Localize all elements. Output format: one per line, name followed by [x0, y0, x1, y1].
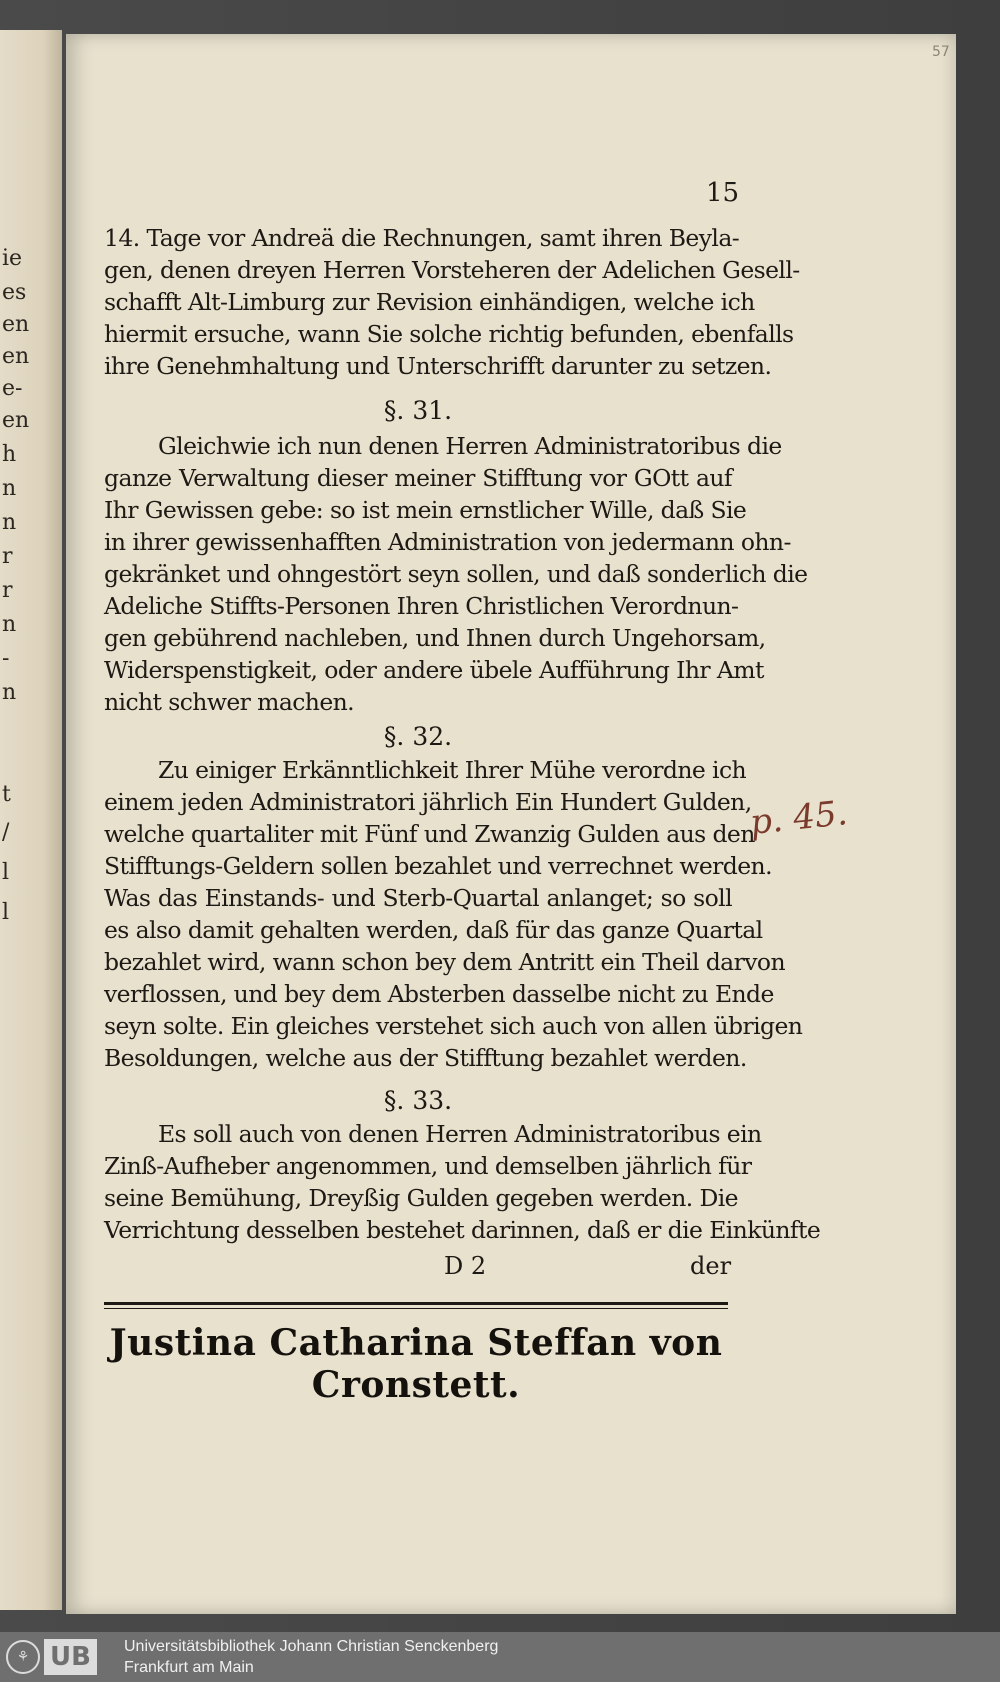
left-page-fragment: e-	[2, 376, 23, 401]
text-line: es also damit gehalten werden, daß für das ganze Quartal	[104, 916, 763, 944]
left-page-fragment: /	[2, 820, 10, 845]
text-line: ihre Genehmhaltung und Unterschrifft darunter zu setzen.	[104, 352, 772, 380]
left-page-edge	[0, 30, 62, 1610]
left-page-fragment: en	[2, 408, 30, 433]
ub-logo-letters: UB	[44, 1639, 97, 1675]
text-line: Es soll auch von denen Herren Administratoribus ein	[158, 1120, 762, 1148]
text-line: Adeliche Stiffts-Personen Ihren Christlichen Verordnun-	[104, 592, 739, 620]
text-line: ganze Verwaltung dieser meiner Stifftung vor GOtt auf	[104, 464, 732, 492]
text-line: Stifftungs-Geldern sollen bezahlet und verrechnet werden.	[104, 852, 772, 880]
double-rule-top	[104, 1302, 728, 1305]
library-name-line-1: Universitätsbibliothek Johann Christian Senckenberg	[124, 1638, 499, 1655]
left-page-fragment: -	[2, 646, 10, 671]
text-line: hiermit ersuche, wann Sie solche richtig befunden, ebenfalls	[104, 320, 794, 348]
text-line: Zinß-Aufheber angenommen, und demselben jährlich für	[104, 1152, 752, 1180]
signature-line: Justina Catharina Steffan von Cronstett.	[109, 1322, 723, 1406]
text-line: Was das Einstands- und Sterb-Quartal anlanget; so soll	[104, 884, 732, 912]
seal-icon: ⚘	[6, 1640, 40, 1674]
section-heading-31: §. 31.	[383, 396, 453, 425]
left-page-fragment: r	[2, 578, 13, 603]
text-line: seine Bemühung, Dreyßig Gulden gegeben werden. Die	[104, 1184, 738, 1212]
left-page-fragment: n	[2, 612, 17, 637]
text-line: Ihr Gewissen gebe: so ist mein ernstlicher Wille, daß Sie	[104, 496, 747, 524]
left-page-fragment: es	[2, 280, 27, 305]
text-line: nicht schwer machen.	[104, 688, 355, 716]
library-logo	[6, 1638, 114, 1676]
left-page-fragment: ie	[2, 246, 23, 271]
left-page-fragment: n	[2, 476, 17, 501]
signature-mark: D 2	[444, 1252, 487, 1280]
text-line: Zu einiger Erkänntlichkeit Ihrer Mühe verordne ich	[158, 756, 747, 784]
left-page-fragment: r	[2, 544, 13, 569]
paragraph-31	[104, 430, 808, 718]
text-line: Gleichwie ich nun denen Herren Administratoribus die	[158, 432, 782, 460]
left-page-fragment: n	[2, 510, 17, 535]
text-line: schafft Alt-Limburg zur Revision einhändigen, welche ich	[104, 288, 755, 316]
text-line: welche quartaliter mit Fünf und Zwanzig Gulden aus den	[104, 820, 755, 848]
text-line: gekränket und ohngestört seyn sollen, und daß sonderlich die	[104, 560, 808, 588]
left-page-fragment: en	[2, 344, 30, 369]
text-line: gen gebührend nachleben, und Ihnen durch Ungehorsam,	[104, 624, 766, 652]
left-page-fragment: n	[2, 680, 17, 705]
library-name	[124, 1636, 498, 1678]
library-name-line-2: Frankfurt am Main	[124, 1659, 254, 1676]
library-footer	[0, 1632, 1000, 1682]
left-page-fragment: l	[2, 900, 10, 925]
catchword: der	[690, 1252, 732, 1280]
left-page-fragment: en	[2, 312, 30, 337]
text-line: seyn solte. Ein gleiches verstehet sich auch von allen übrigen	[104, 1012, 803, 1040]
left-page-fragment: h	[2, 442, 17, 467]
text-line: in ihrer gewissenhafften Administration von jedermann ohn-	[104, 528, 791, 556]
text-line: verflossen, und bey dem Absterben dasselbe nicht zu Ende	[104, 980, 774, 1008]
text-line: Widerspenstigkeit, oder andere übele Aufführung Ihr Amt	[104, 656, 764, 684]
left-page-fragment: l	[2, 860, 10, 885]
text-line: Besoldungen, welche aus der Stifftung bezahlet werden.	[104, 1044, 747, 1072]
page-number: 15	[706, 178, 740, 208]
text-line: 14. Tage vor Andreä die Rechnungen, samt ihren Beyla-	[104, 224, 740, 252]
pencil-folio-number: 57	[932, 44, 950, 60]
text-line: einem jeden Administratori jährlich Ein Hundert Gulden,	[104, 788, 752, 816]
double-rule-bottom	[104, 1308, 728, 1309]
text-line: Verrichtung desselben bestehet darinnen, daß er die Einkünfte	[104, 1216, 821, 1244]
section-heading-32: §. 32.	[383, 722, 453, 751]
paragraph-33	[104, 1118, 821, 1246]
margin-annotation: p. 45.	[748, 793, 850, 843]
text-line: bezahlet wird, wann schon bey dem Antritt ein Theil darvon	[104, 948, 785, 976]
paragraph-continuation	[104, 222, 800, 382]
left-page-fragment: t	[2, 782, 11, 807]
text-line: gen, denen dreyen Herren Vorsteheren der Adelichen Gesell-	[104, 256, 800, 284]
section-heading-33: §. 33.	[383, 1086, 453, 1115]
